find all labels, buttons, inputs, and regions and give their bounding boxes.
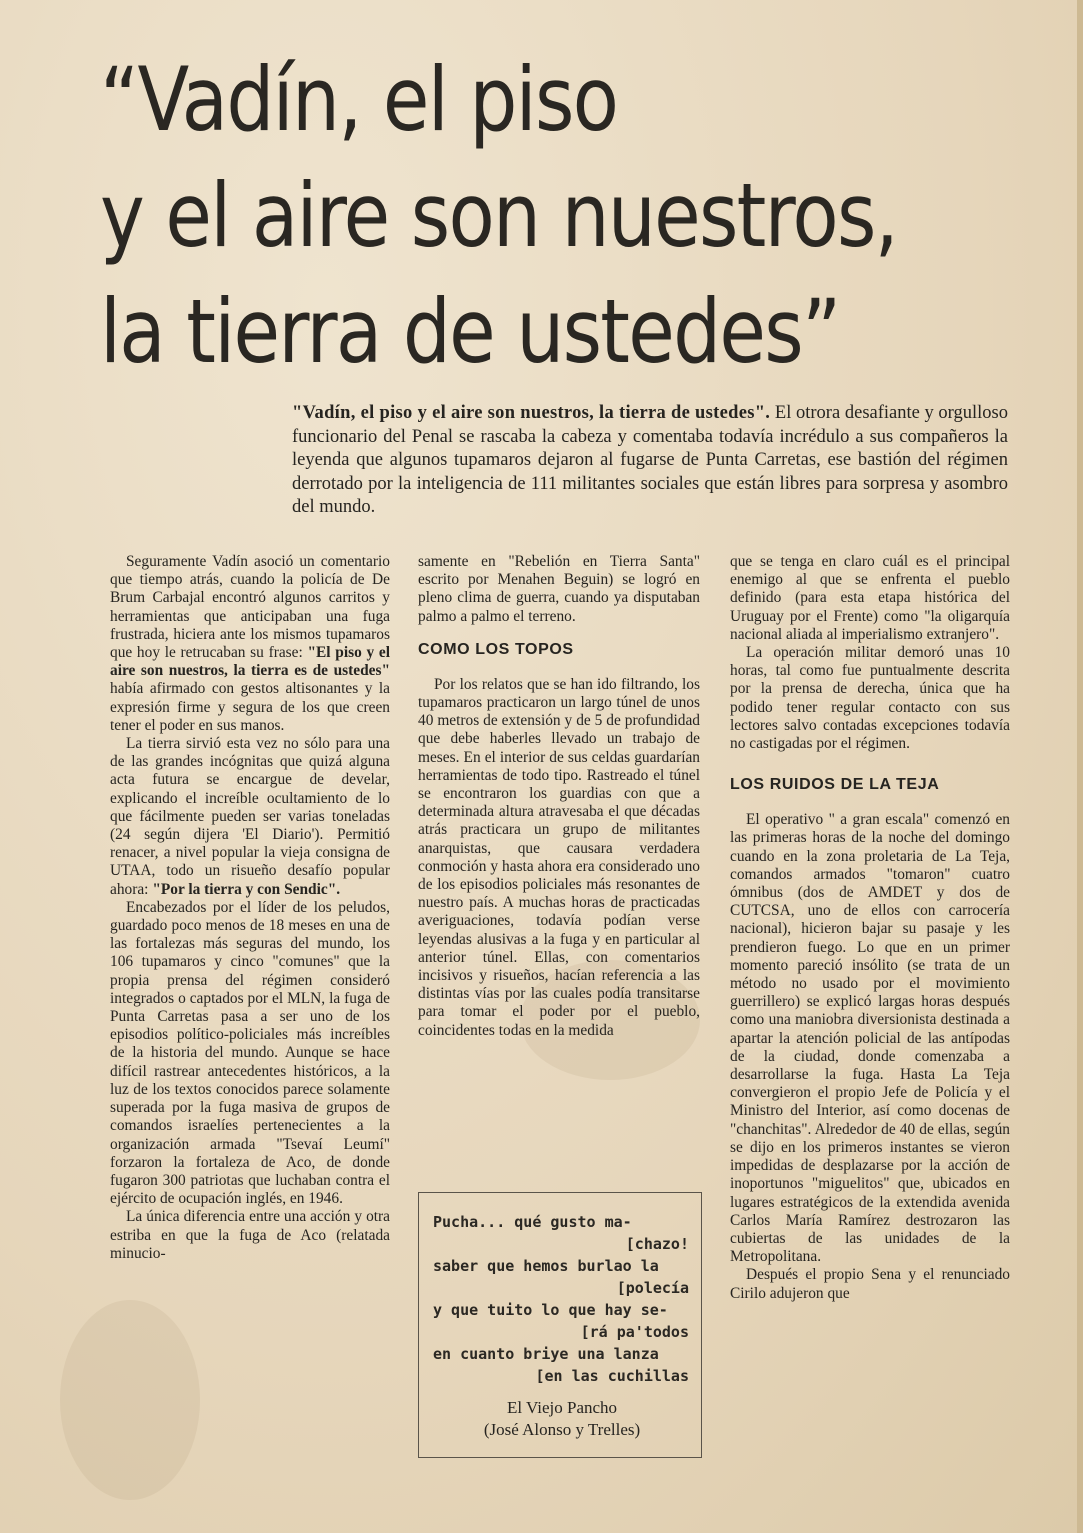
headline-line-3: la tierra de ustedes” <box>100 280 840 383</box>
paragraph <box>110 735 390 899</box>
paragraph: La única diferencia entre una acción y otra estriba en que la fuga de Aco (relatada minucio- <box>110 1208 390 1262</box>
subhead-como-los-topos: COMO LOS TOPOS <box>418 640 574 658</box>
poem-box <box>418 1192 702 1458</box>
poem-line: saber que hemos burlao la <box>433 1257 659 1275</box>
paragraph: Después el propio Sena y el renunciado Cirilo adujeron que <box>730 1266 1010 1302</box>
text-run: La tierra sirvió esta vez no sólo para una de las grandes incógnitas que quizá alguna acta futura se encargue de develar, explicando el increíble ocultamiento de lo que fácilmente pueden ser varias toneladas (24 según dijera 'El Diario'). Permitió renacer, a nivel popular la vieja consigna de UTAA, todo un risueño desafío popular ahora: <box>110 735 390 898</box>
lead-text: El otrora desafiante y orgulloso funcionario del Penal se rascaba la cabeza y comentaba todavía incrédulo a sus compañeros la leyenda que algunos tupamaros dejaron al fugarse de Punta Carretas, ese bastión del régimen derrotado por la inteligencia de 111 militantes sociales que están libres para sorpresa y asombro del mundo. <box>292 403 1008 517</box>
poem-line: [en las cuchillas <box>535 1367 689 1385</box>
lead-quote: "Vadín, el piso y el aire son nuestros, la tierra de ustedes". <box>292 403 771 423</box>
poem-line: [chazo! <box>625 1235 689 1253</box>
column-1 <box>110 553 390 1263</box>
poem-line: en cuanto briye una lanza <box>433 1345 659 1363</box>
paragraph: La operación militar demoró unas 10 horas, tal como fue puntualmente descrita por la prensa de derecha, única que ha podido tener regular contacto con sus lectores salvo contadas excepciones todavía no castigadas por el régimen. <box>730 644 1010 753</box>
lead-paragraph <box>292 402 1008 520</box>
paragraph <box>110 553 390 735</box>
paragraph: El operativo " a gran escala" comenzó en las primeras horas de la noche del domingo cuando en la zona proletaria de La Teja, comandos armados "tomaron" cuatro ómnibus (dos de AMDET y dos de CUTCSA, uno de ellos con carrocería nacional), hicieron bajar su pasaje y les prendieron fuego. Lo que en un primer momento pareció insólito (se trata de un método no usado por el movimiento guerrillero) se explicó largas horas después como una maniobra diversionista destinada a apartar la atención policial de las antípodas de la ciudad, donde comenzaba a desarrollarse la fuga. Hasta La Teja convergieron el propio Jefe de Policía y el Ministro del Interior, así como docenas de "chanchitas". Alrededor de 40 de ellas, según se dijo en los primeros instantes se vieron impedidas de desplazarse por la acción de inoportunos "miguelitos" que, ubicados en lugares estratégicos de la extendida avenida Carlos María Ramírez destrozaron las cubiertas de las unidades de la Metropolitana. <box>730 811 1010 1266</box>
headline <box>100 42 897 390</box>
column-2 <box>418 553 700 1040</box>
headline-line-1: “Vadín, el piso <box>100 48 618 151</box>
column-3 <box>730 553 1010 1303</box>
paragraph: que se tenga en claro cuál es el principal enemigo al que se enfrenta el pueblo definido (para esta etapa histórica del Uruguay por el Frente) como "la oligarquía nacional aliada al imperialismo extranjero". <box>730 553 1010 643</box>
text-run: Seguramente Vadín asoció un comentario que tiempo atrás, cuando la policía de De Brum Carbajal encontró algunos carritos y herramientas que anticipaban una fuga frustrada, hiciera ante los mismos tupamaros que hoy le retrucaban su frase: <box>110 553 390 662</box>
poem-author-real-name: (José Alonso y Trelles) <box>483 1420 641 1439</box>
poem-author: El Viejo Pancho <box>506 1398 618 1417</box>
text-run: había afirmado con gestos altisonantes y la expresión firme y segura de los que creen tener el poder en sus manos. <box>110 680 390 734</box>
paper-stain <box>60 1300 200 1500</box>
headline-line-2: y el aire son nuestros, <box>100 164 897 267</box>
paragraph: samente en "Rebelión en Tierra Santa" escrito por Menahen Beguin) se logró en pleno clima de guerra, cuando ya disputaban palmo a palmo el terreno. <box>418 553 700 625</box>
poem-line: [rá pa'todos <box>580 1323 689 1341</box>
poem-line: [polecía <box>616 1279 689 1297</box>
paragraph: Encabezados por el líder de los peludos, guardado poco menos de 18 meses en una de las fortalezas más seguras del mundo, los 106 tupamaros y cinco "comunes" que la propia prensa del régimen consideró integrados o captados por el MLN, la fuga de Punta Carretas pasa a ser uno de los episodios político-policiales más increíbles de la historia del mundo. Aunque se hace difícil rastrear antecedentes históricos, a la luz de los textos conocidos parece solamente superada por la fuga masiva de grupos de comandos israelíes pertenecientes a la organización armada "Tsevaí Leumí" forzaron la fortaleza de Aco, de donde fugaron 300 patriotas que luchaban contra el ejército de ocupación inglés, en 1946. <box>110 898 390 1208</box>
bold-quote: "Por la tierra y con Sendic". <box>152 880 341 898</box>
poem-line: Pucha... qué gusto ma- <box>433 1213 632 1231</box>
paragraph: Por los relatos que se han ido filtrando, los tupamaros practicaron un largo túnel de unos 40 metros de extensión y de 5 de profundidad que debe haberles llevado un trabajo de meses. En el interior de sus celdas guardarían herramientas de todo tipo. Rastreado el túnel se encontraron los guardias con que a determinada altura atravesaba el que décadas atrás practicara un grupo de militantes anarquistas, que causara verdadera conmoción y hasta ahora era considerado uno de los episodios policiales más resonantes de nuestro país. A muchas horas de practicadas averiguaciones, todavía podían verse leyendas alusivas a la fuga y en particular al anterior túnel. Ellas, con comentarios incisivos y risueños, hacían referencia a las distintas vías por las cuales podía transitarse para tomar el poder por el pueblo, coincidentes todas en la medida <box>418 675 700 1039</box>
poem-line: y que tuito lo que hay se- <box>433 1301 668 1319</box>
bold-quote: "El piso y el aire son nuestros, la tierra es de ustedes" <box>110 644 390 680</box>
subhead-los-ruidos-de-la-teja: LOS RUIDOS DE LA TEJA <box>730 776 940 794</box>
